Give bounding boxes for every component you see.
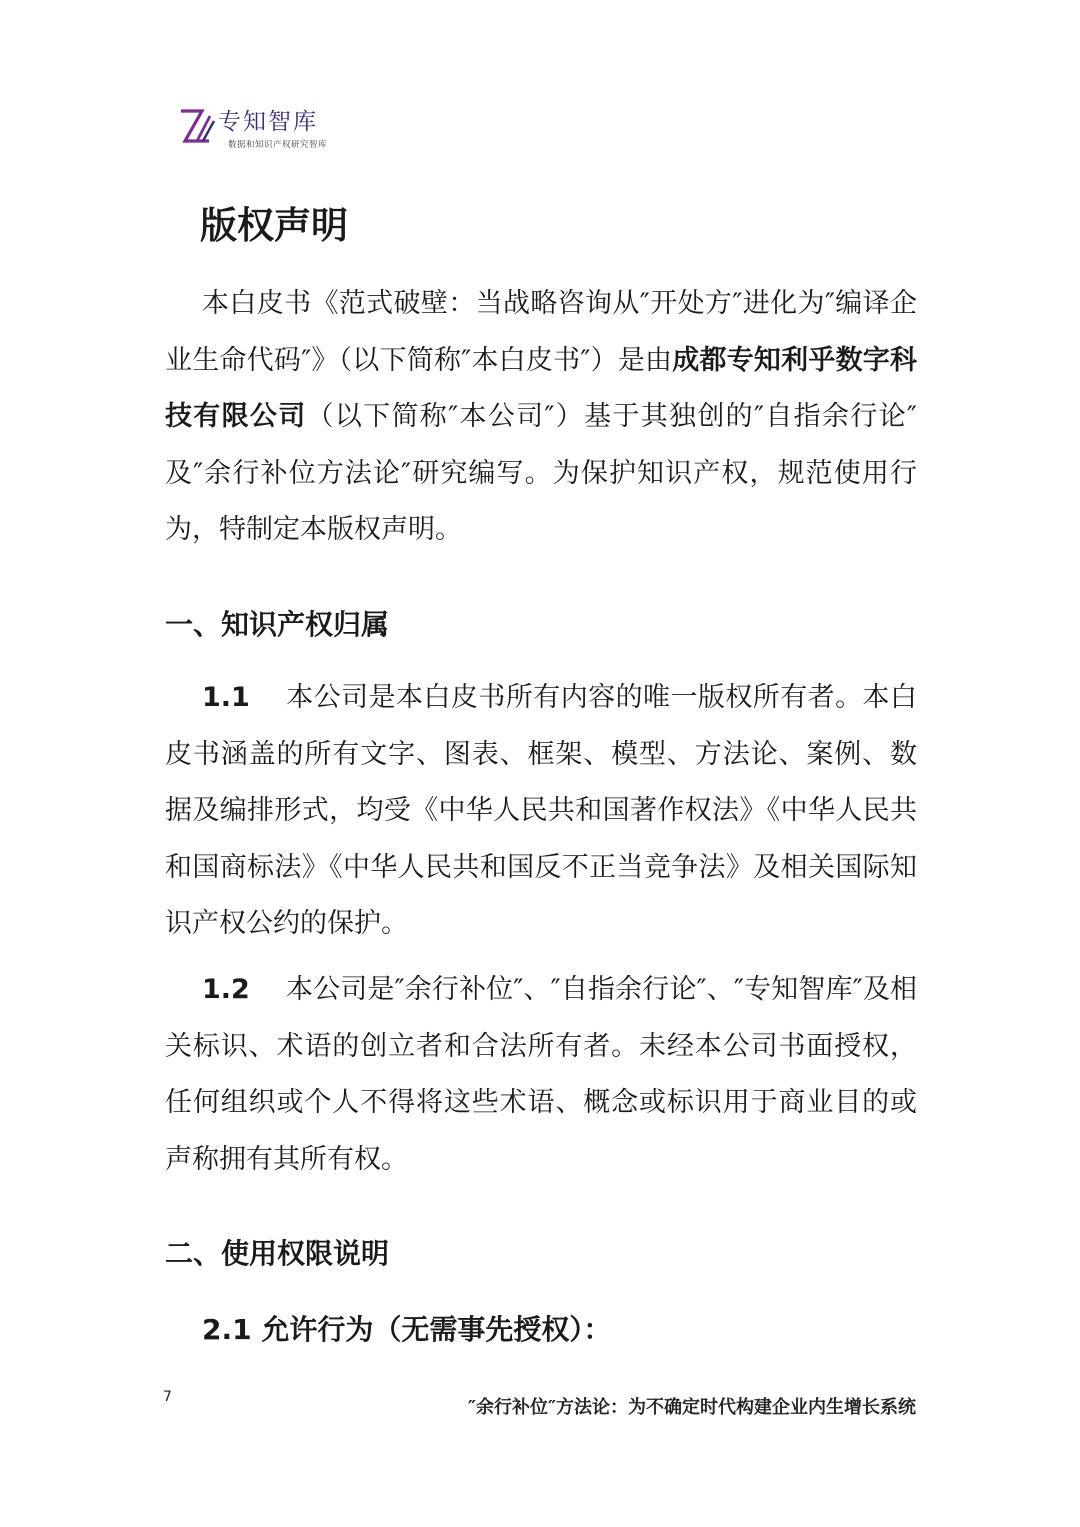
clause-1-1-text: 本公司是本白皮书所有内容的唯一版权所有者。本白皮书涵盖的所有文字、图表、框架、模型、方法论、案例、数据及编排形式，均受《中华人民共和国著作权法》《中华人民共和国商标法》《中华人民共和国反不正当竞争法》及相关国际知识产权公约的保护。 (165, 682, 917, 939)
zl-logo-mark-icon (178, 108, 218, 146)
clause-1-2-number: 1.2 (202, 974, 250, 1005)
page-number: 7 (163, 1389, 172, 1405)
clause-1-1-number: 1.1 (202, 682, 250, 713)
zhuanzhi-logo (178, 104, 348, 152)
intro-text-pre: 本白皮书《范式破壁：当战略咨询从″开处方″进化为″编译企业生命代码″》（以下简称″本白皮书″）是由 (165, 288, 917, 376)
intro-paragraph (165, 276, 917, 559)
logo-name: 专知智库 (218, 109, 318, 135)
logo-tagline: 数据和知识产权研究智库 (228, 140, 328, 150)
clause-1-1 (165, 670, 917, 953)
clause-1-2 (165, 962, 917, 1188)
section-1-heading: 一、知识产权归属 (165, 608, 390, 641)
subsection-2-1-heading: 2.1 允许行为（无需事先授权）： (202, 1313, 612, 1346)
clause-1-2-text: 本公司是″余行补位″、″自指余行论″、″专知智库″及相关标识、术语的创立者和合法所有者。未经本公司书面授权，任何组织或个人不得将这些术语、概念或标识用于商业目的或声称拥有其所有权。 (165, 974, 917, 1175)
footer-title: ″余行补位″方法论：为不确定时代构建企业内生增长系统 (467, 1397, 916, 1418)
intro-text-post: （以下简称″本公司″）基于其独创的″自指余行论″及″余行补位方法论″研究编写。为保护知识产权，规范使用行为，特制定本版权声明。 (165, 401, 917, 545)
intro-company-name: 成都专知利乎数字科技有限公司 (165, 344, 918, 432)
page-title: 版权声明 (200, 204, 348, 247)
section-2-heading: 二、使用权限说明 (165, 1237, 390, 1270)
